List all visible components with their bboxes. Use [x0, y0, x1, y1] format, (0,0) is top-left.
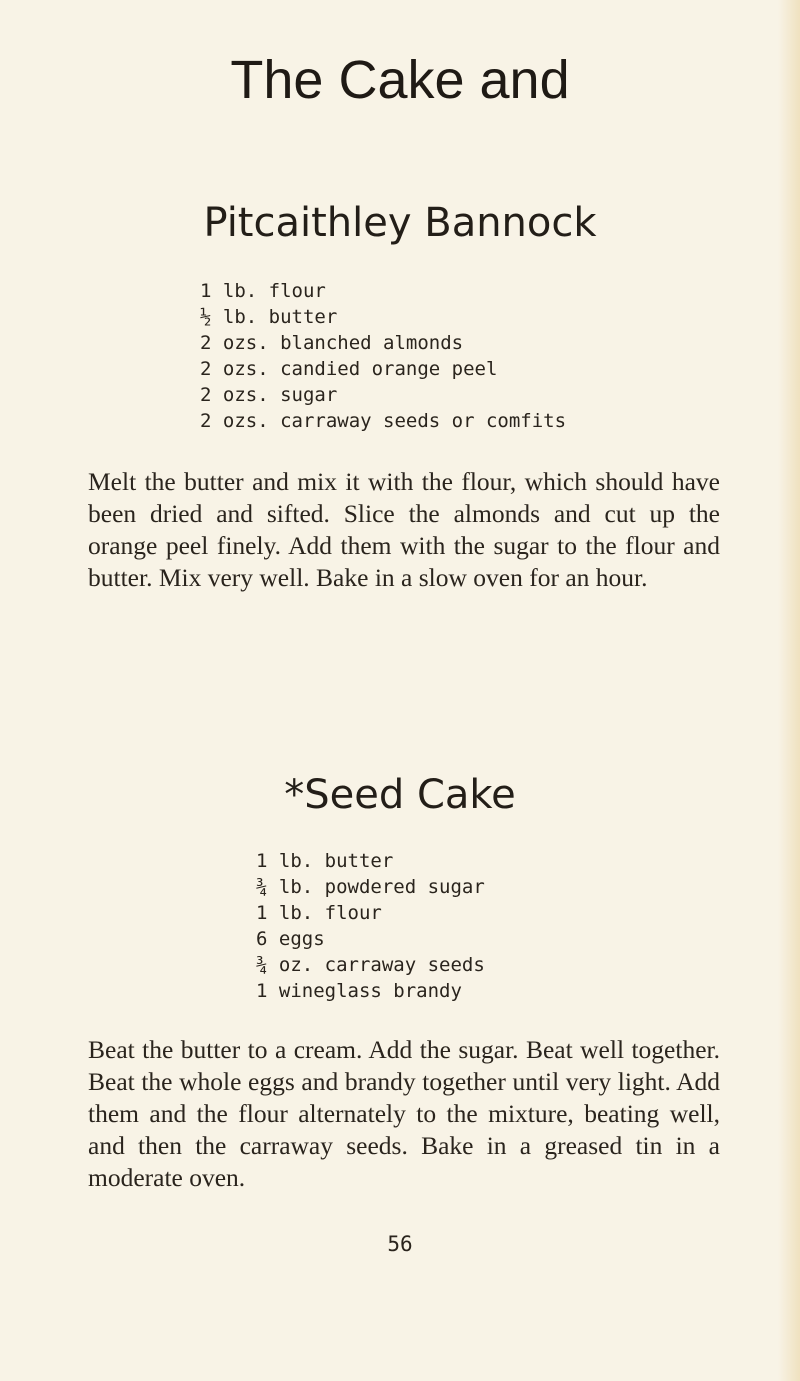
ingredient-item: 1 lb. butter: [256, 850, 394, 872]
ingredient-item: 1 lb. flour: [256, 902, 382, 924]
ingredient-item: 2 ozs. sugar: [200, 384, 338, 406]
ingredient-item: 2 ozs. candied orange peel: [200, 358, 498, 380]
ingredient-item: 1 lb. flour: [200, 280, 326, 302]
page-number: 56: [387, 1232, 413, 1256]
method-paragraph-pitcaithley-bannock: Melt the butter and mix it with the flour, which should have been dried and sifted. Slice the almonds and cut up the orange peel finely. Add them with the sugar to the flour and butter. Mix very well. Bake in a slow oven for an hour.: [88, 467, 720, 592]
ingredient-list-seed-cake: [256, 848, 485, 1004]
method-paragraph-seed-cake: Beat the butter to a cream. Add the sugar. Beat well together. Beat the whole eggs and brandy together until very light. Add them and the flour alternately to the mixture, beating well, and then the carraway seeds. Bake in a greased tin in a moderate oven.: [88, 1035, 720, 1192]
ingredient-item: 6 eggs: [256, 928, 325, 950]
running-head: The Cake and: [230, 50, 570, 110]
ingredient-list-pitcaithley-bannock: [200, 278, 566, 434]
ingredient-item: ¾ oz. carraway seeds: [256, 954, 485, 976]
ingredient-item: 1 wineglass brandy: [256, 980, 462, 1002]
ingredient-item: ½ lb. butter: [200, 306, 338, 328]
ingredient-item: 2 ozs. carraway seeds or comfits: [200, 410, 567, 432]
recipe-title-seed-cake: *Seed Cake: [284, 772, 516, 818]
ingredient-item: 2 ozs. blanched almonds: [200, 332, 464, 354]
ingredient-item: ¾ lb. powdered sugar: [256, 876, 485, 898]
recipe-title-pitcaithley-bannock: Pitcaithley Bannock: [203, 200, 597, 246]
